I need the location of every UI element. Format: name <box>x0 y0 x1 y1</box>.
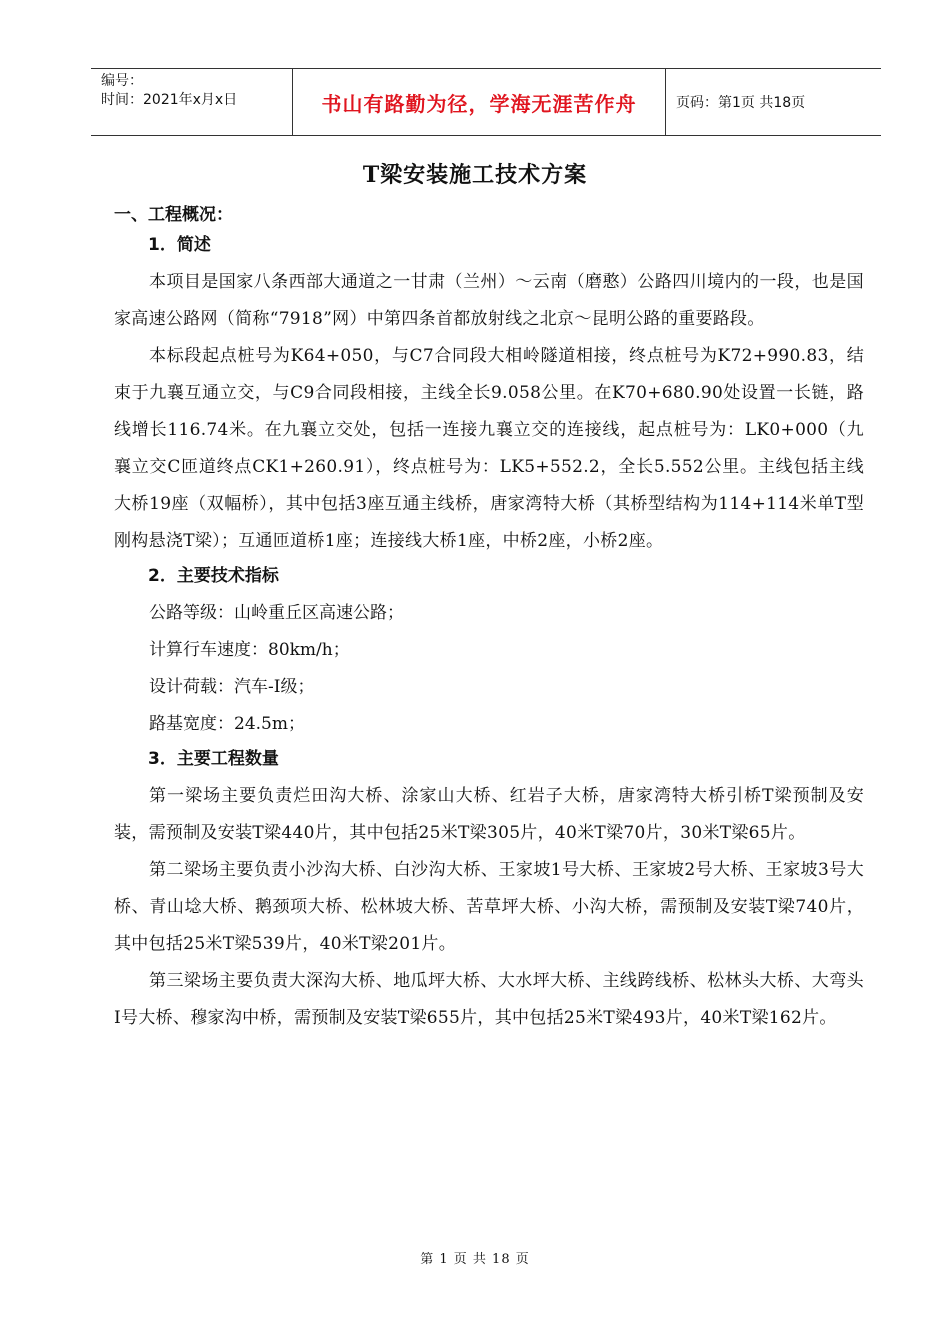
header-meta-cell <box>91 69 293 135</box>
subsection-heading-tech-specs: 2．主要技术指标 <box>148 566 279 586</box>
subsection-heading-summary: 1．简述 <box>148 235 211 255</box>
paragraph-summary-1: 本项目是国家八条西部大通道之一甘肃（兰州）～云南（磨憨）公路四川境内的一段，也是国家高速公路网（简称“7918”网）中第四条首都放射线之北京～昆明公路的重要路段。 <box>114 272 864 329</box>
header-motto-cell <box>293 69 666 135</box>
document-time-label: 时间：2021年x月x日 <box>101 92 238 108</box>
page-footer: 第 1 页 共 18 页 <box>420 1252 530 1267</box>
header-motto: 书山有路勤为径，学海无涯苦作舟 <box>321 91 637 116</box>
spec-item-design-speed: 计算行车速度：80km/h； <box>149 640 350 660</box>
document-body <box>114 202 864 1037</box>
section-heading-overview: 一、工程概况： <box>114 205 233 225</box>
paragraph-beam-yard-2: 第二梁场主要负责小沙沟大桥、白沙沟大桥、王家坡1号大桥、王家坡2号大桥、王家坡3号大桥、青山埝大桥、鹅颈项大桥、松林坡大桥、苦草坪大桥、小沟大桥，需预制及安装T梁740片，其中包括25米T梁539片，40米T梁201片。 <box>114 860 864 954</box>
spec-item-roadbed-width: 路基宽度：24.5m； <box>149 714 305 734</box>
paragraph-beam-yard-1: 第一梁场主要负责烂田沟大桥、涂家山大桥、红岩子大桥，唐家湾特大桥引桥T梁预制及安装，需预制及安装T梁440片，其中包括25米T梁305片，40米T梁70片，30米T梁65片。 <box>114 786 864 843</box>
paragraph-summary-2: 本标段起点桩号为K64+050，与C7合同段大相岭隧道相接，终点桩号为K72+990.83，结束于九襄互通立交，与C9合同段相接，主线全长9.058公里。在K70+680.90处设置一长链，路线增长116.74米。在九襄立交处，包括一连接九襄立交的连接线，起点桩号为：LK0+000（九襄立交C匝道终点CK1+260.91），终点桩号为：LK5+552.2，全长5.552公里。主线包括主线大桥19座（双幅桥），其中包括3座互通主线桥，唐家湾特大桥（其桥型结构为114+114米单T型刚构悬浇T梁）；互通匝道桥1座；连接线大桥1座，中桥2座，小桥2座。 <box>114 346 864 551</box>
spec-item-road-class: 公路等级：山岭重丘区高速公路； <box>149 603 404 623</box>
header-page-cell <box>666 69 881 135</box>
subsection-heading-quantities: 3．主要工程数量 <box>148 749 279 769</box>
document-header <box>91 68 881 136</box>
paragraph-beam-yard-3: 第三梁场主要负责大深沟大桥、地瓜坪大桥、大水坪大桥、主线跨线桥、松林头大桥、大弯头I号大桥、穆家沟中桥，需预制及安装T梁655片，其中包括25米T梁493片，40米T梁162片。 <box>114 971 864 1028</box>
header-page-label: 页码：第1页 共18页 <box>676 95 806 111</box>
document-number-label: 编号： <box>101 73 143 89</box>
spec-item-design-load: 设计荷载：汽车-I级； <box>149 677 315 697</box>
document-title: T梁安装施工技术方案 <box>362 162 588 188</box>
